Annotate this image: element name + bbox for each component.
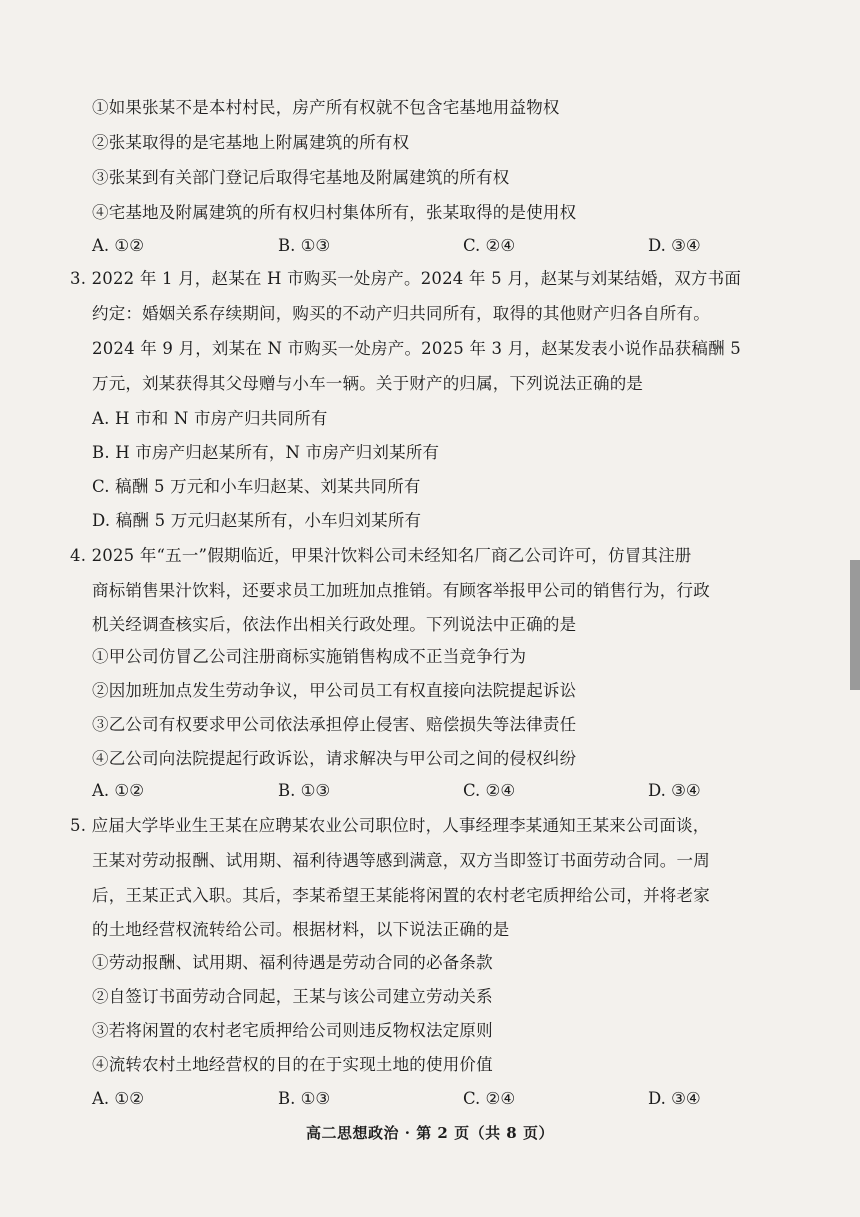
q5-stem-1: 5. 应届大学毕业生王某在应聘某农业公司职位时，人事经理李某通知王某来公司面谈， — [70, 816, 710, 835]
q2-item-2: ②张某取得的是宅基地上附属建筑的所有权 — [92, 133, 410, 152]
q2-item-4: ④宅基地及附属建筑的所有权归村集体所有，张某取得的是使用权 — [92, 203, 577, 222]
q4-item-3: ③乙公司有权要求甲公司依法承担停止侵害、赔偿损失等法律责任 — [92, 715, 577, 734]
q5-stem-2: 王某对劳动报酬、试用期、福利待遇等感到满意，双方当即签订书面劳动合同。一周 — [92, 851, 710, 870]
q5-stem-4: 的土地经营权流转给公司。根据材料，以下说法正确的是 — [92, 920, 510, 939]
q4-stem-3: 机关经调查核实后，依法作出相关行政处理。下列说法中正确的是 — [92, 615, 577, 634]
q5-option-c: C. ②④ — [463, 1089, 516, 1108]
q4-item-2: ②因加班加点发生劳动争议，甲公司员工有权直接向法院提起诉讼 — [92, 681, 577, 700]
q5-option-d: D. ③④ — [648, 1089, 701, 1108]
q4-option-c: C. ②④ — [463, 781, 516, 800]
q5-item-3: ③若将闲置的农村老宅质押给公司则违反物权法定原则 — [92, 1021, 493, 1040]
q3-option-b: B. H 市房产归赵某所有，N 市房产归刘某所有 — [92, 443, 440, 462]
q5-item-2: ②自签订书面劳动合同起，王某与该公司建立劳动关系 — [92, 987, 493, 1006]
q5-item-1: ①劳动报酬、试用期、福利待遇是劳动合同的必备条款 — [92, 953, 493, 972]
q2-option-c: C. ②④ — [463, 236, 516, 255]
page-edge-shadow — [850, 560, 860, 690]
q3-stem-1: 3. 2022 年 1 月，赵某在 H 市购买一处房产。2024 年 5 月，赵某与刘某结婚，双方书面 — [70, 269, 742, 288]
q3-option-d: D. 稿酬 5 万元归赵某所有，小车归刘某所有 — [92, 511, 422, 530]
q2-option-d: D. ③④ — [648, 236, 701, 255]
q2-item-1: ①如果张某不是本村村民，房产所有权就不包含宅基地用益物权 — [92, 98, 560, 117]
q3-option-c: C. 稿酬 5 万元和小车归赵某、刘某共同所有 — [92, 477, 421, 496]
q3-stem-4: 万元，刘某获得其父母赠与小车一辆。关于财产的归属，下列说法正确的是 — [92, 374, 644, 393]
q3-stem-2: 约定：婚姻关系存续期间，购买的不动产归共同所有，取得的其他财产归各自所有。 — [92, 304, 710, 323]
q4-option-a: A. ①② — [92, 781, 144, 800]
page-footer: 高二思想政治 · 第 2 页（共 8 页） — [306, 1124, 554, 1142]
q4-item-1: ①甲公司仿冒乙公司注册商标实施销售构成不正当竞争行为 — [92, 647, 527, 666]
q4-option-d: D. ③④ — [648, 781, 701, 800]
q3-option-a: A. H 市和 N 市房产归共同所有 — [92, 409, 328, 428]
q2-item-3: ③张某到有关部门登记后取得宅基地及附属建筑的所有权 — [92, 168, 510, 187]
q4-option-b: B. ①③ — [278, 781, 331, 800]
q5-option-a: A. ①② — [92, 1089, 144, 1108]
q4-stem-1: 4. 2025 年“五一”假期临近，甲果汁饮料公司未经知名厂商乙公司许可，仿冒其注册 — [70, 546, 692, 565]
q2-option-a: A. ①② — [92, 236, 144, 255]
q4-item-4: ④乙公司向法院提起行政诉讼，请求解决与甲公司之间的侵权纠纷 — [92, 749, 577, 768]
q3-stem-3: 2024 年 9 月，刘某在 N 市购买一处房产。2025 年 3 月，赵某发表小说作品获稿酬 5 — [92, 339, 741, 358]
q5-stem-3: 后，王某正式入职。其后，李某希望王某能将闲置的农村老宅质押给公司，并将老家 — [92, 886, 710, 905]
q4-stem-2: 商标销售果汁饮料，还要求员工加班加点推销。有顾客举报甲公司的销售行为，行政 — [92, 581, 710, 600]
q5-item-4: ④流转农村土地经营权的目的在于实现土地的使用价值 — [92, 1055, 493, 1074]
q5-option-b: B. ①③ — [278, 1089, 331, 1108]
q2-option-b: B. ①③ — [278, 236, 331, 255]
